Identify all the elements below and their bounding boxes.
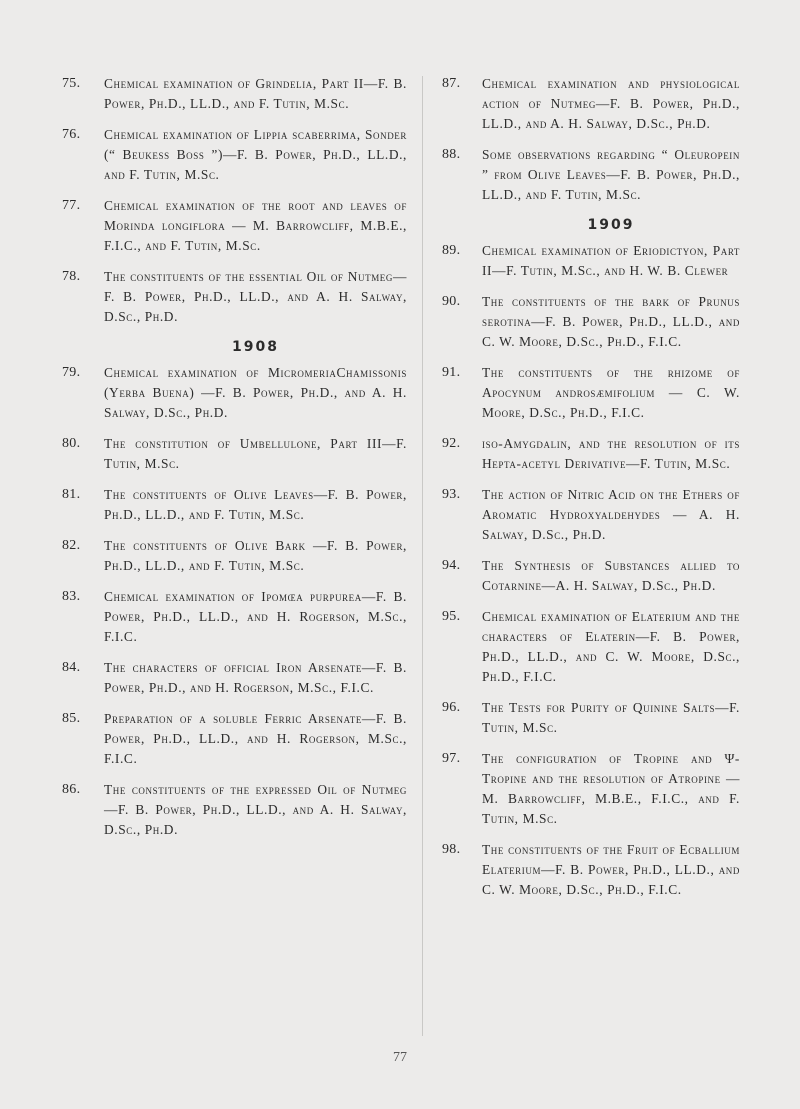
publication-entry xyxy=(62,485,407,525)
publication-entry xyxy=(442,145,740,205)
entry-number: 90. xyxy=(442,294,461,309)
publication-entry xyxy=(62,434,407,474)
entry-number: 79. xyxy=(62,365,81,380)
publication-entry xyxy=(62,125,407,185)
publication-entry xyxy=(62,267,407,327)
publication-entry xyxy=(62,536,407,576)
publication-entry xyxy=(442,434,740,474)
entry-number: 80. xyxy=(62,436,81,451)
entry-text: The constitution of Umbellulone, Part III—F. Tutin, M.Sc. xyxy=(104,436,407,471)
entry-text: The constituents of the Fruit of Ecballium Elaterium—F. B. Power, Ph.D., LL.D., and C. W. Moore, D.Sc., Ph.D., F.I.C. xyxy=(482,842,740,897)
entry-number: 81. xyxy=(62,487,81,502)
publication-entry xyxy=(62,587,407,647)
entry-text: The Synthesis of Substances allied to Cotarnine—A. H. Salway, D.Sc., Ph.D. xyxy=(482,558,740,593)
entry-number: 89. xyxy=(442,243,461,258)
entry-text: The constituents of the bark of Prunus serotina—F. B. Power, Ph.D., LL.D., and C. W. Moore, D.Sc., Ph.D., F.I.C. xyxy=(482,294,740,349)
entry-text: Chemical examination of Grindelia, Part II—F. B. Power, Ph.D., LL.D., and F. Tutin, M.Sc. xyxy=(104,76,407,111)
entry-text: Chemical examination and physiological action of Nutmeg—F. B. Power, Ph.D., LL.D., and A. H. Salway, D.Sc., Ph.D. xyxy=(482,76,740,131)
entry-number: 83. xyxy=(62,589,81,604)
left-entries-bottom xyxy=(62,363,407,840)
right-column xyxy=(442,74,740,911)
entry-number: 76. xyxy=(62,127,81,142)
entry-number: 85. xyxy=(62,711,81,726)
entry-number: 75. xyxy=(62,76,81,91)
publication-entry xyxy=(442,363,740,423)
entry-text: iso-Amygdalin, and the resolution of its Hepta-acetyl Derivative—F. Tutin, M.Sc. xyxy=(482,436,740,471)
page-number: 77 xyxy=(393,1050,407,1065)
publication-entry xyxy=(442,74,740,134)
left-column xyxy=(62,74,407,851)
entry-number: 78. xyxy=(62,269,81,284)
entry-number: 82. xyxy=(62,538,81,553)
publication-entry xyxy=(442,556,740,596)
entry-number: 95. xyxy=(442,609,461,624)
entry-number: 96. xyxy=(442,700,461,715)
entry-number: 88. xyxy=(442,147,461,162)
entry-text: Chemical examination of Lippia scaberrima, Sonder (“ Beukess Boss ”)—F. B. Power, Ph.D., LL.D., and F. Tutin, M.Sc. xyxy=(104,127,407,182)
publication-entry xyxy=(62,658,407,698)
publication-entry xyxy=(62,780,407,840)
right-entries-bottom xyxy=(442,241,740,900)
publication-entry xyxy=(62,74,407,114)
entry-text: The Tests for Purity of Quinine Salts—F. Tutin, M.Sc. xyxy=(482,700,740,735)
entry-text: The characters of official Iron Arsenate—F. B. Power, Ph.D., and H. Rogerson, M.Sc., F.I.C. xyxy=(104,660,407,695)
publication-entry xyxy=(62,709,407,769)
publication-entry xyxy=(62,363,407,423)
publication-entry xyxy=(442,840,740,900)
entry-number: 77. xyxy=(62,198,81,213)
entry-text: The constituents of the rhizome of Apocynum androsæmifolium — C. W. Moore, D.Sc., Ph.D., F.I.C. xyxy=(482,365,740,420)
publication-entry xyxy=(442,749,740,829)
entry-number: 87. xyxy=(442,76,461,91)
publication-entry xyxy=(442,698,740,738)
year-heading-1908: 1908 xyxy=(232,339,279,355)
entry-number: 91. xyxy=(442,365,461,380)
entry-text: The constituents of the expressed Oil of Nutmeg —F. B. Power, Ph.D., LL.D., and A. H. Salway, D.Sc., Ph.D. xyxy=(104,782,407,837)
entry-number: 92. xyxy=(442,436,461,451)
entry-number: 84. xyxy=(62,660,81,675)
entry-text: Chemical examination of Elaterium and the characters of Elaterin—F. B. Power, Ph.D., LL.D., and C. W. Moore, D.Sc., Ph.D., F.I.C. xyxy=(482,609,740,684)
entry-text: The constituents of the essential Oil of Nutmeg—F. B. Power, Ph.D., LL.D., and A. H. Salway, D.Sc., Ph.D. xyxy=(104,269,407,324)
entry-text: The configuration of Tropine and Ψ-Tropine and the resolution of Atropine — M. Barrowcliff, M.B.E., F.I.C., and F. Tutin, M.Sc. xyxy=(482,751,740,826)
left-entries-top xyxy=(62,74,407,327)
publication-entry xyxy=(442,485,740,545)
entry-text: The action of Nitric Acid on the Ethers of Aromatic Hydroxyaldehydes — A. H. Salway, D.Sc., Ph.D. xyxy=(482,487,740,542)
entry-text: Chemical examination of MicromeriaChamissonis (Yerba Buena) —F. B. Power, Ph.D., and A. H. Salway, D.Sc., Ph.D. xyxy=(104,365,407,420)
publication-entry xyxy=(442,241,740,281)
publication-entry xyxy=(442,292,740,352)
entry-text: Preparation of a soluble Ferric Arsenate—F. B. Power, Ph.D., LL.D., and H. Rogerson, M.Sc., F.I.C. xyxy=(104,711,407,766)
entry-number: 98. xyxy=(442,842,461,857)
entry-text: The constituents of Olive Leaves—F. B. Power, Ph.D., LL.D., and F. Tutin, M.Sc. xyxy=(104,487,407,522)
year-heading-1909: 1909 xyxy=(587,217,635,233)
entry-text: Chemical examination of Eriodictyon, Part II—F. Tutin, M.Sc., and H. W. B. Clewer xyxy=(482,243,740,278)
right-entries-top xyxy=(442,74,740,205)
entry-number: 97. xyxy=(442,751,461,766)
publication-entry xyxy=(442,607,740,687)
entry-number: 93. xyxy=(442,487,461,502)
entry-number: 86. xyxy=(62,782,81,797)
entry-text: Chemical examination of Ipomœa purpurea—F. B. Power, Ph.D., LL.D., and H. Rogerson, M.Sc., F.I.C. xyxy=(104,589,407,644)
publication-entry xyxy=(62,196,407,256)
entry-text: Some observations regarding “ Oleuropein ” from Olive Leaves—F. B. Power, Ph.D., LL.D., and F. Tutin, M.Sc. xyxy=(482,147,740,202)
entry-number: 94. xyxy=(442,558,461,573)
column-divider xyxy=(422,76,423,1036)
entry-text: The constituents of Olive Bark —F. B. Power, Ph.D., LL.D., and F. Tutin, M.Sc. xyxy=(104,538,407,573)
entry-text: Chemical examination of the root and leaves of Morinda longiflora — M. Barrowcliff, M.B.E., F.I.C., and F. Tutin, M.Sc. xyxy=(104,198,407,253)
